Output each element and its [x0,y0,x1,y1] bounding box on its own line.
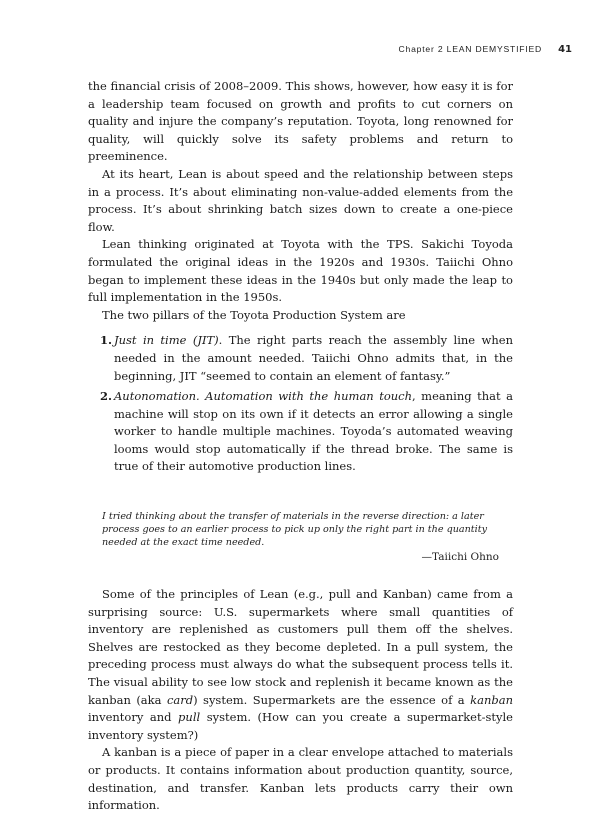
paragraph-kanban: A kanban is a piece of paper in a clear envelope attached to materials or products. It contains information about production quantity, source, destination, and transfer. Kanban lets products carry their own information. [88,745,513,813]
list-item-text: . The right parts reach the assembly line when needed in the amount needed. Taiichi Ohno admits that, in the beginning, JIT “seemed to contain an element of fantasy.” [114,333,513,383]
paragraph-lean-heart: At its heart, Lean is about speed and the relationship between steps in a process. It’s about eliminating non-value-added elements from the process. It’s about shrinking batch sizes down to create a one-piece flow. [88,166,513,234]
paragraph-continuation: the financial crisis of 2008–2009. This shows, however, how easy it is for a leadership team focused on growth and profits to cut corners on quality and injure the company’s reputation. Toyota, long renowned for quality, will quickly solve its safety problems and return to preeminence. [88,79,513,164]
pillars-list [88,332,513,476]
paragraph-supermarkets [88,586,513,744]
text-run: system. (How can you create a supermarket-style inventory system?) [88,710,513,742]
running-head [399,44,573,55]
paragraph-pillars-intro: The two pillars of the Toyota Production System are [102,307,406,322]
list-item [88,388,513,476]
list-item-term: Just in time (JIT) [114,333,219,348]
text-run: Some of the principles of Lean (e.g., pull and Kanban) came from a surprising source: U.S. supermarkets where small quantities of inventory are replenished as customers pull them off the shelves. Shelves are restocked as they become depleted. In a pull system, the preceding process must always do what the subsequent process tells it. The visual ability to see low stock and replenish it became known as the kanban (aka [88,587,513,707]
list-item-term: Autonomation. Automation with the human touch [114,389,413,404]
chapter-label [399,44,543,54]
term-card: card [166,692,194,707]
term-kanban: kanban [470,692,513,707]
text-run: ) system. Supermarkets are the essence of a [193,692,471,707]
list-item-number: 1. [100,333,113,348]
list-item [88,332,513,385]
text-run: inventory and [88,710,179,725]
term-pull: pull [178,710,201,725]
quote-attribution: —Taiichi Ohno [421,551,499,564]
block-quote [102,510,501,564]
page-body [88,78,513,815]
list-item-number: 2. [100,389,113,404]
quote-text: I tried thinking about the transfer of materials in the reverse direction: a later process goes to an earlier process to pick up only the right part in the quantity needed at the exact time needed. [102,511,487,549]
chapter-number: Chapter 2 [398,44,444,54]
chapter-title: LEAN DEMYSTIFIED [446,44,543,54]
page-number: 41 [558,44,572,55]
paragraph-lean-origin: Lean thinking originated at Toyota with the TPS. Sakichi Toyoda formulated the original ideas in the 1920s and 1930s. Taiichi Ohno began to implement these ideas in the 1940s but only made the leap to full implementation in the 1950s. [88,237,513,305]
list-item-text: , meaning that a machine will stop on its own if it detects an error allowing a single worker to handle multiple machines. Toyoda’s automated weaving looms would stop automatically if the thread broke. The same is true of their automotive production lines. [114,389,513,474]
